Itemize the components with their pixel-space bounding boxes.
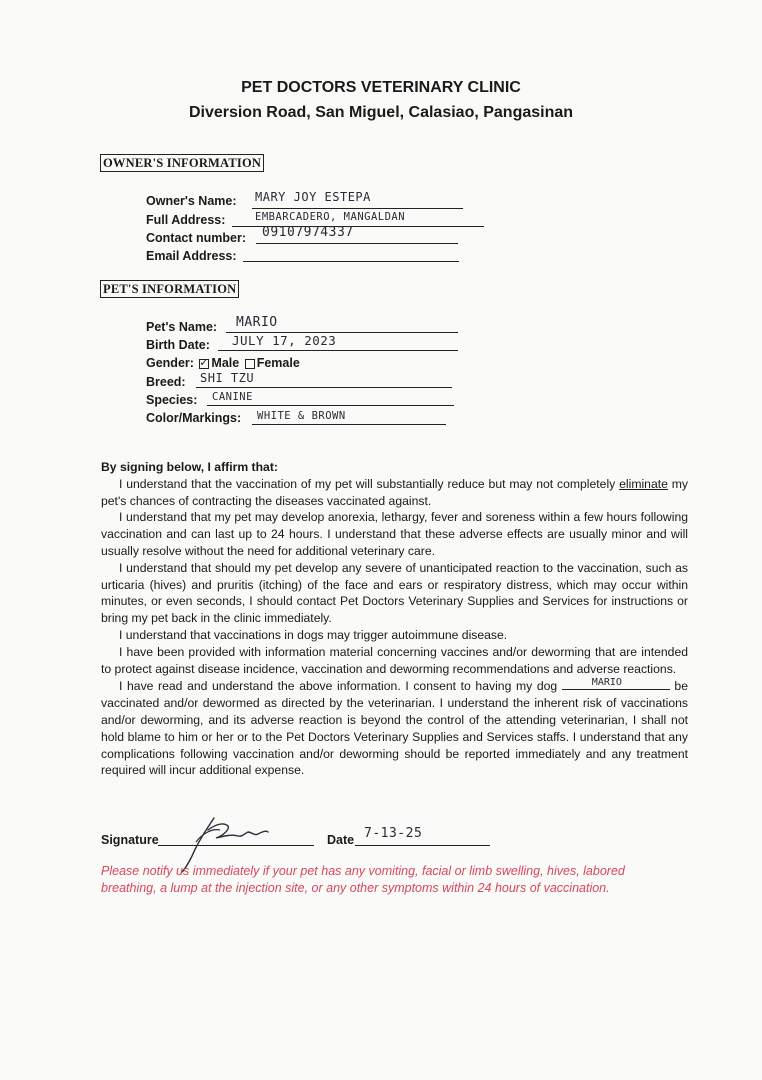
pet-name-value: MARIO [236, 315, 278, 330]
symptom-notice: Please notify us immediately if your pet has any vomiting, facial or limb swelling, hives, labored breathing, a lump at the injection site, or any other symptoms within 24 hours of vaccination. [101, 864, 625, 895]
birth-date-value: JULY 17, 2023 [232, 333, 337, 348]
affirm-paragraph-2: I understand that my pet may develop anorexia, lethargy, fever and soreness within a few hours following vaccination and can last up to 24 hours. I understand that these adverse effects are usually minor and will usually resolve without the need for additional veterinary care. [101, 510, 688, 558]
affirmation-block [101, 459, 688, 779]
birth-date-line [218, 350, 458, 351]
check-mark-icon: ✓ [199, 356, 209, 369]
female-checkbox[interactable] [245, 359, 255, 369]
color-markings-label: Color/Markings: [146, 411, 242, 425]
affirm-paragraph-5: I have been provided with information material concerning vaccines and/or deworming that are intended to protect against disease incidence, vaccination and deworming recommendations and adverse reactions. [101, 644, 688, 676]
breed-label: Breed: [146, 375, 186, 389]
species-line [207, 405, 454, 406]
owner-section-heading: OWNER'S INFORMATION [100, 154, 264, 172]
affirm-paragraph-6 [101, 677, 688, 779]
contact-value: 09107974337 [262, 225, 354, 240]
male-checkbox[interactable] [199, 356, 209, 369]
affirm-p1-underlined: eliminate [619, 476, 668, 491]
owner-name-label: Owner's Name: [146, 194, 237, 208]
affirm-p1-rest: my pet's chances of contracting the diseases vaccinated against. [101, 476, 689, 508]
pet-section-heading: PET'S INFORMATION [100, 280, 239, 298]
contact-label: Contact number: [146, 231, 246, 245]
affirm-p6-rest: be vaccinated and/or dewormed as directed by the veterinarian. I understand the inherent risk of vaccinations and/or deworming, and its adverse reaction is beyond the control of the attending veterinarian, I shall not hold blame to him or her or to the Pet Doctors Veterinary Supplies and Services staffs. I understand that any complications following vaccination and/or deworming should be reported immediately and any treatment required will incur additional expense. [101, 679, 688, 778]
color-markings-value: WHITE & BROWN [257, 410, 346, 422]
gender-label: Gender: [146, 356, 194, 370]
owner-name-value: MARY JOY ESTEPA [255, 190, 371, 204]
contact-line [256, 243, 458, 244]
email-line [243, 261, 459, 262]
signature-label: Signature [101, 833, 159, 847]
email-label: Email Address: [146, 249, 237, 263]
pet-name-label: Pet's Name: [146, 320, 218, 334]
affirm-paragraph-3: I understand that should my pet develop any severe of unanticipated reaction to the vaccination, such as urticaria (hives) and pruritis (itching) of the face and ears or respiratory distress, which may occur within minutes, or even seconds, I should contact Pet Doctors Veterinary Supplies and Services for instructions or bring my pet back in the clinic immediately. [101, 560, 688, 626]
address-value: EMBARCADERO, MANGALDAN [255, 211, 406, 223]
gender-row [146, 355, 300, 371]
gender-female-label: Female [256, 356, 300, 370]
affirm-heading: By signing below, I affirm that: [101, 460, 278, 474]
clinic-name: PET DOCTORS VETERINARY CLINIC [241, 79, 521, 96]
affirm-paragraph-4: I understand that vaccinations in dogs may trigger autoimmune disease. [119, 627, 508, 642]
color-markings-line [252, 424, 446, 425]
address-label: Full Address: [146, 213, 226, 227]
owner-name-line [252, 208, 463, 209]
date-line[interactable] [355, 845, 490, 846]
affirm-p6-text: I have read and understand the above information. I consent to having my dog [119, 679, 562, 694]
date-value: 7-13-25 [364, 826, 423, 841]
date-label: Date [327, 833, 355, 847]
affirm-paragraph-1 [101, 476, 688, 510]
species-value: CANINE [212, 391, 253, 403]
birth-date-label: Birth Date: [146, 338, 210, 352]
pet-name-blank [562, 677, 670, 690]
breed-line [196, 387, 452, 388]
breed-value: SHI TZU [200, 371, 255, 385]
consent-pet-name: MARIO [591, 677, 622, 689]
affirm-p1-text: I understand that the vaccination of my pet will substantially reduce but may not completely [119, 476, 616, 491]
species-label: Species: [146, 393, 198, 407]
clinic-address: Diversion Road, San Miguel, Calasiao, Pangasinan [188, 104, 574, 121]
gender-male-label: Male [211, 356, 240, 370]
